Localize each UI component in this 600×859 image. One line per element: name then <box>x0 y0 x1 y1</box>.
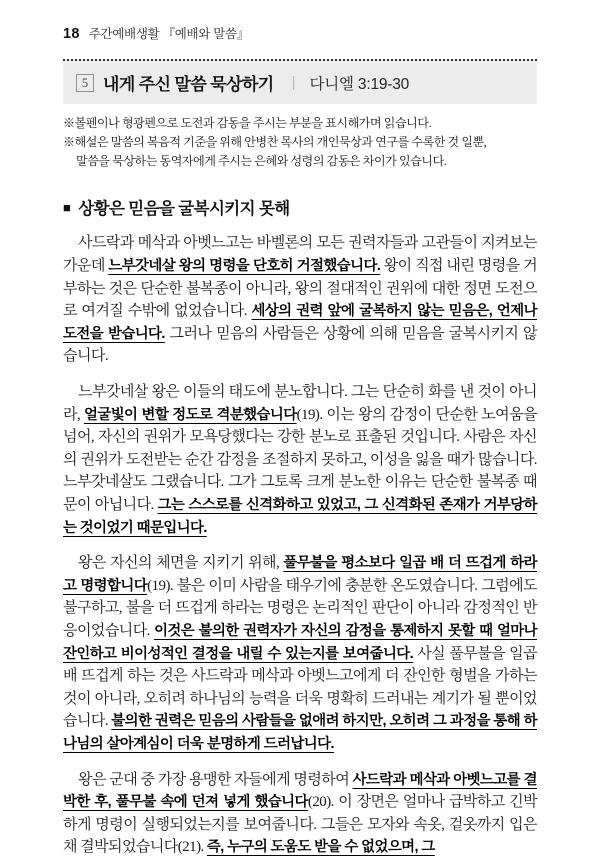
body-text: (19). 불은 이미 사람을 태우기에 충분한 온도였습니다. 그럼에도 불구하고, 불을 더 뜨겁게 하라는 명령은 논리적인 판단이 아니라 감정적인 반응이었습니다. <box>63 577 537 639</box>
scripture-reference: 다니엘 3:19-30 <box>309 75 410 93</box>
running-title: 주간예배생활 『예배와 말씀』 <box>88 27 250 41</box>
body-text: (19). 이는 왕의 감정이 단순한 노여움을 넘어, 자신의 권위가 모욕당했다는 강한 분노로 표출된 것입니다. 사람은 자신의 권위가 도전받는 순간 감정을 조절하지 못하고, 이성을 잃을 때가 많습니다. 느부갓네살도 그랬습니다. 그가 그토록 크게 분노한 이유는 단순한 불복종 때문이 아닙니다. <box>63 406 537 514</box>
title-separator: | <box>291 74 296 91</box>
square-bullet-icon: ■ <box>63 199 71 215</box>
body-text: 느부갓네살 왕은 이들의 태도에 분노합니다. 그는 단순히 화를 낸 것이 아니라, <box>63 384 537 423</box>
paragraph <box>63 232 537 368</box>
emphasized-text: 이것은 불의한 권력자가 자신의 감정을 통제하지 못할 때 얼마나 잔인하고 비이성적인 결정을 내릴 수 있는지를 보여줍니다. <box>63 622 537 662</box>
section-title-box <box>63 59 537 104</box>
note-line: ※볼펜이나 형광펜으로 도전과 감동을 주시는 부분을 표시해가며 읽습니다. <box>63 116 432 130</box>
body-paragraphs <box>63 232 537 858</box>
body-text: 사실 풀무불을 일곱 배 뜨겁게 하는 것은 사드락과 메삭과 아벳느고에게 더 잔인한 형벌을 가하는 것이 아니라, 오히려 하나님의 능력을 더욱 명확히 드러내는 계기가 될 뿐이었습니다. <box>63 645 537 730</box>
paragraph <box>63 769 537 859</box>
body-text: 왕이 직접 내린 명령을 거부하는 것은 단순한 불복종이 아니라, 왕의 절대적인 권위에 대한 정면 도전으로 여겨질 수밖에 없었습니다. <box>63 258 538 320</box>
body-text: 사드락과 메삭과 아벳느고는 바벨론의 모든 권력자들과 고관들이 지켜보는 가운데 <box>63 235 537 275</box>
body-text: 왕은 자신의 체면을 지키기 위해, <box>78 555 284 572</box>
emphasized-text: 세상의 권력 앞에 굴복하지 않는 믿음은, 언제나 도전을 받습니다. <box>63 303 537 342</box>
paragraph <box>63 552 537 755</box>
emphasized-text: 불의한 권력은 믿음의 사람들을 없애려 하지만, 오히려 그 과정을 통해 하나님의 살아계심이 더욱 분명하게 드러납니다. <box>63 713 537 752</box>
body-text: 왕은 군대 중 가장 용맹한 자들에게 명령하여 <box>78 771 353 788</box>
emphasized-text: 풀무불을 평소보다 일곱 배 더 뜨겁게 하라고 명령합니다 <box>63 555 538 594</box>
section-number-badge: 5 <box>76 74 94 92</box>
body-text: 그러나 믿음의 사람들은 상황에 의해 믿음을 굴복시키지 않습니다. <box>63 325 537 365</box>
note-line: 말씀을 묵상하는 동역자에게 주시는 은혜와 성령의 감동은 차이가 있습니다. <box>76 153 447 168</box>
section-title: 내게 주신 말씀 묵상하기 <box>103 75 274 94</box>
note-line: ※해설은 말씀의 복음적 기준을 위해 안병찬 목사의 개인묵상과 연구를 수록한 것 일뿐, <box>63 134 487 149</box>
section-heading <box>63 195 537 219</box>
emphasized-text: 얼굴빛이 변할 정도로 격분했습니다 <box>84 406 297 423</box>
section-heading-text: 상황은 믿음을 굴복시키지 못해 <box>78 200 290 219</box>
emphasized-text: 사드락과 메삭과 아벳느고를 결박한 후, 풀무불 속에 던져 넣게 했습니다 <box>63 771 538 811</box>
emphasized-text: 즉, 누구의 도움도 받을 수 없었으며, 그 <box>206 839 435 856</box>
emphasized-text: 그는 스스로를 신격화하고 있었고, 그 신격화된 존재가 거부당하는 것이었기 때문입니다. <box>63 497 537 536</box>
running-head <box>63 24 537 42</box>
reading-instructions <box>63 114 537 170</box>
paragraph <box>63 381 537 539</box>
emphasized-text: 느부갓네살 왕의 명령을 단호히 거절했습니다. <box>108 258 381 275</box>
page-number: 18 <box>63 26 80 42</box>
body-text: (20). 이 장면은 얼마나 급박하고 긴박하게 명령이 실행되었는지를 보여줍니다. 그들은 모자와 속옷, 겉옷까지 입은 채 결박되었습니다(21). <box>63 794 538 856</box>
